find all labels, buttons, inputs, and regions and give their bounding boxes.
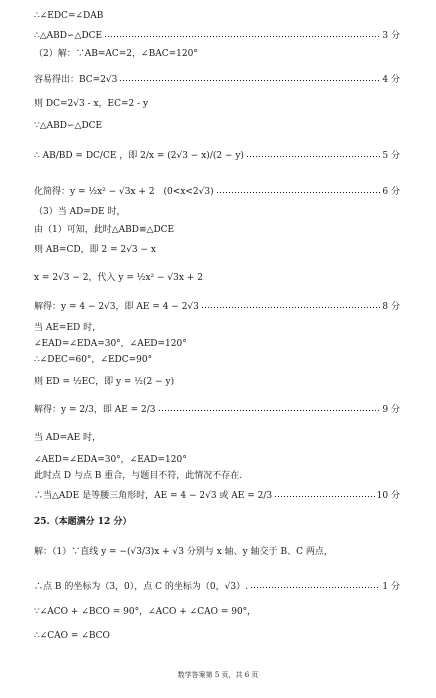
score-mark: 10 分: [376, 491, 400, 501]
line-text: （3）当 AD=DE 时，: [34, 207, 126, 217]
score-mark: 5 分: [382, 151, 400, 161]
solution-line: [34, 406, 400, 415]
solution-line: [34, 32, 400, 41]
leader-dots: [250, 587, 380, 588]
score-mark: 9 分: [382, 405, 400, 415]
line-text: x = 2√3 − 2，代入 y = ½x² − √3x + 2: [34, 273, 203, 283]
line-text: ∴∠CAO = ∠BCO: [34, 631, 110, 641]
solution-line: [34, 472, 400, 481]
solution-line: [34, 274, 400, 283]
line-text: ∴∠EDC=∠DAB: [34, 11, 104, 21]
leader-dots: [104, 36, 380, 37]
solution-line: [34, 152, 400, 161]
line-text: 化简得：y = ½x² − √3x + 2 (0<x<2√3): [34, 187, 214, 197]
line-text: 解得：y = 4 − 2√3，即 AE = 4 − 2√3: [34, 302, 199, 312]
line-text: 解得：y = 2/3，即 AE = 2/3: [34, 405, 156, 415]
line-text: 此时点 D 与点 B 重合，与题目不符，此情况不存在.: [34, 471, 243, 481]
line-text: 解：（1）∵直线 y = −(√3/3)x + √3 分别与 x 轴、y 轴交于 B、C 两点，: [34, 547, 333, 557]
solution-line: [34, 12, 400, 21]
line-text: ∴△ABD∽△DCE: [34, 31, 103, 41]
solution-line: [34, 303, 400, 312]
solution-line: [34, 208, 400, 217]
line-text: 当 AE=ED 时，: [34, 323, 102, 333]
line-text: 当 AD=AE 时，: [34, 433, 102, 443]
solution-line: [34, 492, 400, 501]
solution-line: [34, 632, 400, 641]
line-text: ∴∠DEC=60°，∠EDC=90°: [34, 355, 153, 365]
page-footer: 数学答案第 5 页，共 6 页: [177, 671, 259, 679]
line-text: 则 DC=2√3 - x，EC=2 - y: [34, 99, 149, 109]
solution-line: [34, 583, 400, 592]
score-mark: 6 分: [382, 187, 400, 197]
solution-line: [34, 50, 400, 59]
leader-dots: [246, 156, 380, 157]
solution-line: [34, 434, 400, 443]
solution-line: [34, 518, 400, 527]
solution-line: [34, 456, 400, 465]
solution-line: [34, 122, 400, 131]
solution-line: [34, 378, 400, 387]
solution-line: [34, 608, 400, 617]
solution-line: [34, 324, 400, 333]
line-text: 则 ED = ½EC，即 y = ½(2 − y): [34, 377, 175, 387]
line-text: ∴当△ADE 是等腰三角形时，AE = 4 − 2√3 或 AE = 2/3: [34, 491, 273, 501]
solution-line: [34, 226, 400, 235]
line-text: ∵△ABD∽△DCE: [34, 121, 103, 131]
solution-line: [34, 188, 400, 197]
score-mark: 8 分: [382, 302, 400, 312]
line-text: 容易得出：BC=2√3: [34, 75, 118, 85]
leader-dots: [158, 410, 381, 411]
line-text: ∴ AB/BD = DC/CE ，即 2/x = (2√3 − x)/(2 − y): [34, 151, 244, 161]
score-mark: 1 分: [382, 582, 400, 592]
score-mark: 3 分: [382, 31, 400, 41]
line-text: ∠EAD=∠EDA=30°，∠AED=120°: [34, 339, 187, 349]
leader-dots: [216, 192, 381, 193]
line-text: 则 AB=CD，即 2 = 2√3 − x: [34, 245, 156, 255]
solution-line: [34, 100, 400, 109]
leader-dots: [274, 496, 375, 497]
line-text: ∠AED=∠EDA=30°，∠EAD=120°: [34, 455, 187, 465]
solution-line: [34, 340, 400, 349]
line-text: 25.（本题满分 12 分）: [34, 517, 132, 527]
solution-line: [34, 76, 400, 85]
leader-dots: [119, 80, 380, 81]
solution-line: [34, 246, 400, 255]
solution-line: [34, 548, 400, 557]
line-text: ∴点 B 的坐标为（3，0），点 C 的坐标为（0，√3）.: [34, 582, 248, 592]
line-text: ∵∠ACO + ∠BCO = 90°，∠ACO + ∠CAO = 90°，: [34, 607, 257, 617]
leader-dots: [201, 307, 381, 308]
line-text: 由（1）可知，此时△ABD≌△DCE: [34, 225, 175, 235]
score-mark: 4 分: [382, 75, 400, 85]
line-text: （2）解：∵AB=AC=2，∠BAC=120°: [34, 49, 198, 59]
solution-line: [34, 356, 400, 365]
